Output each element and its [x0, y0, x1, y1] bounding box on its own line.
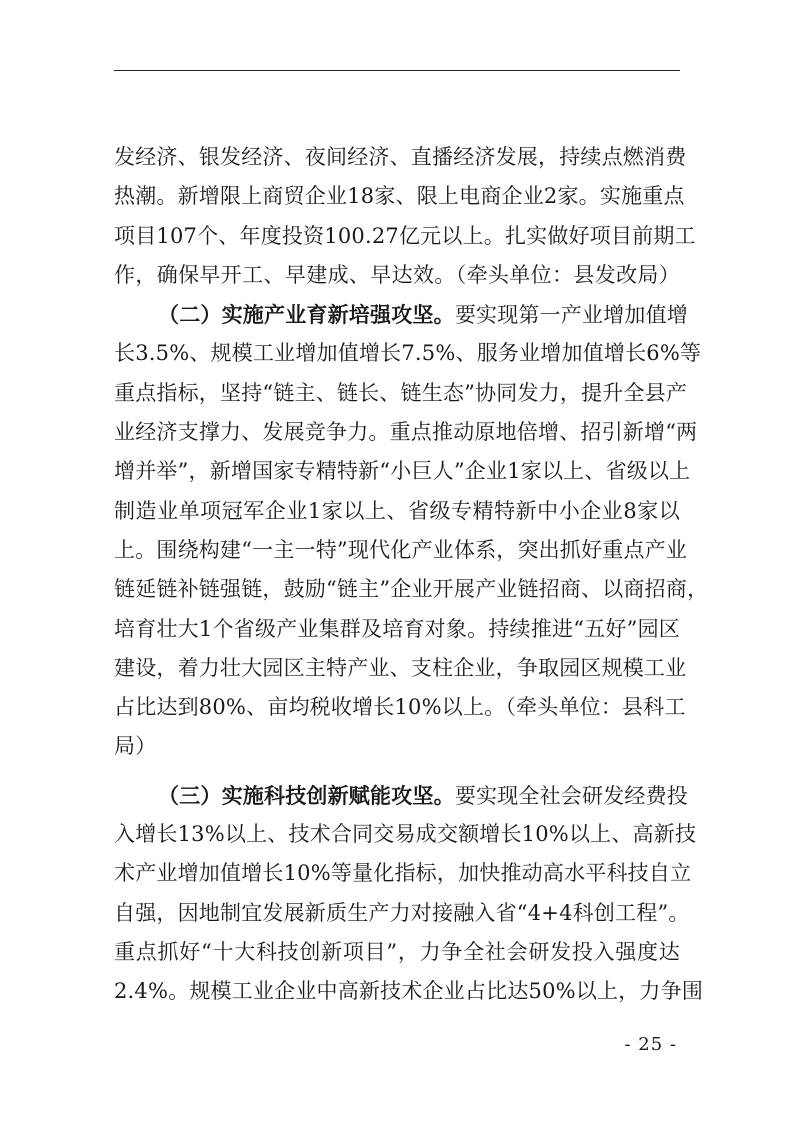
text-line: 增并举”，新增国家专精特新“小巨人”企业1家以上、省级以上: [114, 459, 691, 484]
header-rule: [114, 70, 680, 71]
text-run: 要实现全社会研发经费投: [454, 783, 689, 808]
paragraph-1: [114, 138, 696, 295]
text-line: 发经济、银发经济、夜间经济、直播经济发展，持续点燃消费: [114, 145, 687, 169]
text-line: 培育壮大1个省级产业集群及培育对象。持续推进“五好”园区: [114, 616, 680, 641]
text-line: 入增长13%以上、技术合同交易成交额增长10%以上、高新技: [114, 822, 697, 847]
text-line: 热潮。新增限上商贸企业18家、限上电商企业2家。实施重点: [114, 184, 685, 209]
text-line: 占比达到80%、亩均税收增长10%以上。（牵头单位：县科工: [114, 695, 686, 720]
text-line: 上。围绕构建“一主一特”现代化产业体系，突出抓好重点产业: [114, 537, 688, 562]
text-line: 自强，因地制宜发展新质生产力对接融入省“4+4科创工程”。: [114, 900, 690, 925]
paragraph-3: [114, 776, 704, 1012]
text-line: [114, 776, 689, 815]
text-line: 术产业增加值增长10%等量化指标，加快推动高水平科技自立: [114, 861, 692, 886]
text-run: 要实现第一产业增加值增: [454, 303, 689, 328]
text-line: 链延链补链强链，鼓励“链主”企业开展产业链招商、以商招商，: [114, 577, 709, 602]
section-heading: （二）实施产业育新培强攻坚。: [158, 302, 455, 328]
document-body: [114, 138, 709, 1012]
text-line: 重点指标，坚持“链主、链长、链生态”协同发力，提升全县产: [114, 380, 688, 405]
text-line: [114, 295, 689, 334]
paragraph-2: [114, 295, 709, 767]
text-line: 业经济支撑力、发展竞争力。重点推动原地倍增、招引新增“两: [114, 420, 698, 445]
text-line: 局）: [114, 734, 157, 759]
page-number: - 25 -: [624, 1034, 677, 1055]
text-line: 项目107个、年度投资100.27亿元以上。扎实做好项目前期工: [114, 223, 696, 248]
text-line: 建设，着力壮大园区主特产业、支柱企业，争取园区规模工业: [114, 655, 687, 680]
text-line: 2.4%。规模工业企业中高新技术企业占比达50%以上，力争围: [114, 979, 704, 1004]
text-line: 作，确保早开工、早建成、早达效。（牵头单位：县发改局）: [114, 262, 680, 287]
text-line: 重点抓好“十大科技创新项目”，力争全社会研发投入强度达: [114, 939, 680, 964]
paragraph-spacer: [114, 767, 680, 776]
text-line: 制造业单项冠军企业1家以上、省级专精特新中小企业8家以: [114, 498, 680, 523]
text-line: 长3.5%、规模工业增加值增长7.5%、服务业增加值增长6%等: [114, 341, 702, 366]
section-heading: （三）实施科技创新赋能攻坚。: [158, 782, 455, 808]
